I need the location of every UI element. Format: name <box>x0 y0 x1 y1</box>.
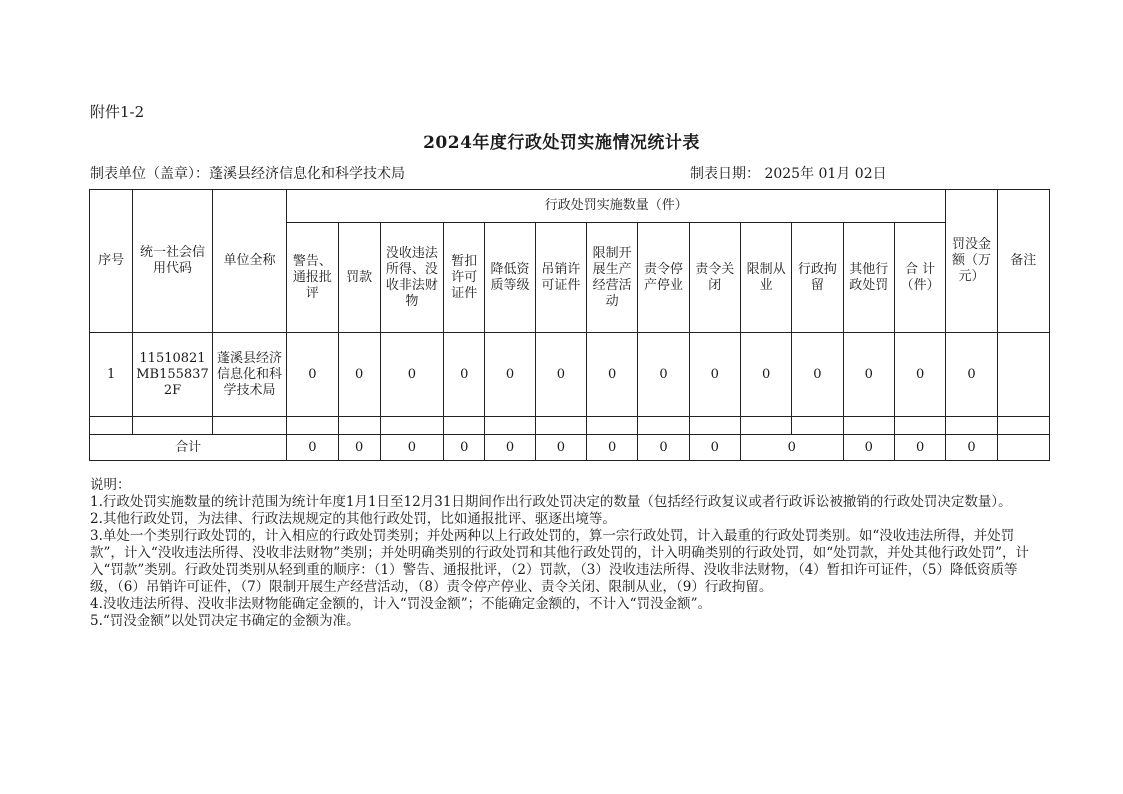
unit-label: 制表单位（盖章）： <box>90 166 209 182</box>
cell-value: 0 <box>444 333 485 417</box>
page-title: 2024年度行政处罚实施情况统计表 <box>423 133 700 153</box>
header-unit-name: 单位全称 <box>212 190 286 333</box>
statistics-table <box>89 189 1050 461</box>
cell-remarks <box>997 333 1049 417</box>
total-value: 0 <box>287 435 338 461</box>
cell-value: 0 <box>894 333 945 417</box>
cell-value: 0 <box>740 333 791 417</box>
header-seq: 序号 <box>90 190 133 333</box>
header-penalty-count-group: 行政处罚实施数量（件） <box>287 190 946 223</box>
note-item: 5.“罚没金额”以处罚决定书确定的金额为准。 <box>90 613 360 629</box>
total-value: 0 <box>638 435 689 461</box>
cell-value: 0 <box>535 333 586 417</box>
cell-value: 0 <box>338 333 380 417</box>
cell-value: 0 <box>380 333 443 417</box>
total-value: 0 <box>689 435 740 461</box>
note-item: 4.没收违法所得、没收非法财物能确定金额的，计入“罚没金额”；不能确定金额的，不计入“罚没金额”。 <box>90 596 711 612</box>
total-value: 0 <box>485 435 535 461</box>
header-other: 其他行政处罚 <box>843 223 894 333</box>
total-value: 0 <box>586 435 637 461</box>
header-credit-code: 统一社会信用代码 <box>133 190 212 333</box>
total-value-merged: 0 <box>740 435 843 461</box>
date-line: 制表日期： 2025年 01月 02日 <box>690 166 887 182</box>
cell-unit-name: 蓬溪县经济信息化和科学技术局 <box>212 333 286 417</box>
empty-row <box>90 417 1050 435</box>
total-value: 0 <box>338 435 380 461</box>
header-detention: 行政拘留 <box>792 223 843 333</box>
header-downgrade: 降低资质等级 <box>485 223 535 333</box>
unit-line <box>90 163 405 183</box>
header-fine: 罚款 <box>338 223 380 333</box>
table-row <box>90 333 1050 417</box>
note-item: 3.单处一个类别行政处罚的，计入相应的行政处罚类别；并处两种以上行政处罚的，算一宗行政处罚，计入最重的行政处罚类别。如“没收违法所得，并处罚款”，计入“没收违法所得、没收非法财物”类别；并处明确类别的行政处罚和其他行政处罚的，计入明确类别的行政处罚，如“处罚款，并处其他行政处罚”，计入“罚款”类别。行政处罚类别从轻到重的顺序：（1）警告、通报批评，（2）罚款，（3）没收违法所得、没收非法财物，（4）暂扣许可证件，（5）降低资质等级，（6）吊销许可证件，（7）限制开展生产经营活动，（8）责令停产停业、责令关闭、限制从业，（9）行政拘留。 <box>90 528 1030 595</box>
total-label: 合计 <box>90 435 287 461</box>
cell-fine-amount: 0 <box>946 333 997 417</box>
header-order-close: 责令关闭 <box>689 223 740 333</box>
header-order-suspend: 责令停产停业 <box>638 223 689 333</box>
cell-seq: 1 <box>90 333 133 417</box>
total-value: 0 <box>444 435 485 461</box>
total-row <box>90 435 1050 461</box>
notes-heading: 说明： <box>90 477 131 493</box>
total-fine-amount: 0 <box>946 435 997 461</box>
header-suspend-permit: 暂扣许可证件 <box>444 223 485 333</box>
cell-value: 0 <box>792 333 843 417</box>
total-value: 0 <box>535 435 586 461</box>
header-restrict-production: 限制开展生产经营活动 <box>586 223 637 333</box>
header-remarks: 备注 <box>997 190 1049 333</box>
notes-section <box>90 477 1035 630</box>
unit-name: 蓬溪县经济信息化和科学技术局 <box>209 166 405 182</box>
cell-value: 0 <box>843 333 894 417</box>
total-value: 0 <box>843 435 894 461</box>
cell-value: 0 <box>638 333 689 417</box>
total-value: 0 <box>894 435 945 461</box>
header-total: 合 计（件） <box>894 223 945 333</box>
header-fine-amount: 罚没金额（万元） <box>946 190 997 333</box>
note-item: 2.其他行政处罚，为法律、行政法规规定的其他行政处罚，比如通报批评、驱逐出境等。 <box>90 511 616 527</box>
attachment-label: 附件1-2 <box>90 103 145 121</box>
cell-value: 0 <box>689 333 740 417</box>
header-warning: 警告、通报批评 <box>287 223 338 333</box>
cell-value: 0 <box>485 333 535 417</box>
cell-value: 0 <box>287 333 338 417</box>
cell-credit-code: 11510821MB1558372F <box>133 333 212 417</box>
total-value: 0 <box>380 435 443 461</box>
total-remarks <box>997 435 1049 461</box>
note-item: 1.行政处罚实施数量的统计范围为统计年度1月1日至12月31日期间作出行政处罚决定的数量（包括经行政复议或者行政诉讼被撤销的行政处罚决定数量）。 <box>90 494 1012 510</box>
header-confiscation: 没收违法所得、没收非法财物 <box>380 223 443 333</box>
header-revoke-permit: 吊销许可证件 <box>535 223 586 333</box>
cell-value: 0 <box>586 333 637 417</box>
header-restrict-practice: 限制从业 <box>740 223 791 333</box>
